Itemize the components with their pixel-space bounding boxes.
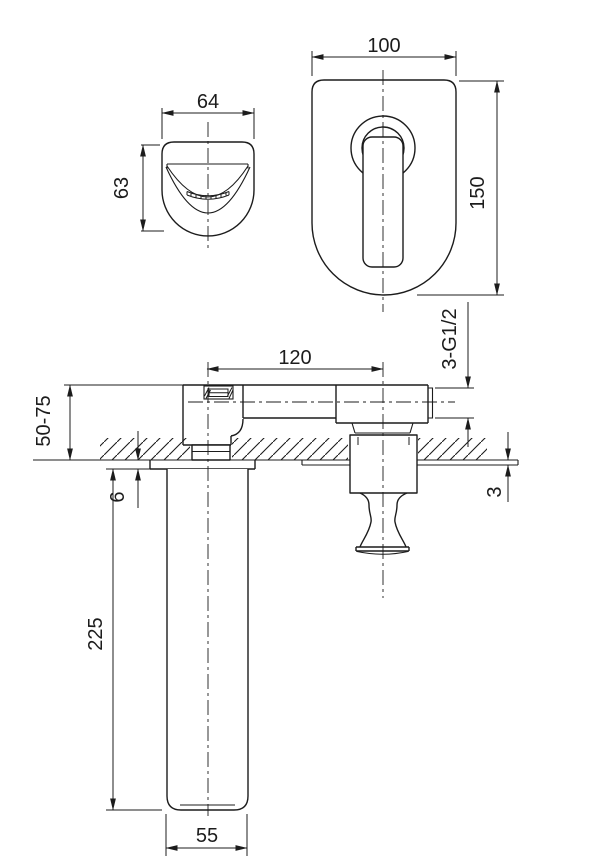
dim-spout-bottom-width-label: 55 xyxy=(195,825,219,847)
dim-plate-width-label: 100 xyxy=(367,35,401,57)
dim-thread-connections-label: 3-G1/2 xyxy=(439,308,461,370)
spout-tube xyxy=(167,469,248,810)
spout-flange xyxy=(150,460,255,469)
dim-plate-thickness-label: 3 xyxy=(484,486,506,498)
front-view-spout xyxy=(162,122,254,250)
dim-embed-depth-label: 50-75 xyxy=(33,395,55,447)
dim-plate-height-label: 150 xyxy=(467,176,489,210)
valve-collar xyxy=(352,423,413,433)
side-view-installation xyxy=(33,362,518,816)
dim-plate-thickness xyxy=(484,432,508,502)
handle-side xyxy=(356,493,409,554)
dim-thread-connections xyxy=(435,302,474,447)
dim-flange-thickness-label: 6 xyxy=(107,491,129,503)
spout-neck xyxy=(192,445,230,460)
dim-spout-bottom-width xyxy=(166,814,247,856)
dim-spout-front-width-label: 64 xyxy=(196,91,220,113)
dim-spout-reach xyxy=(207,347,383,369)
dim-spout-drop xyxy=(85,469,162,810)
dim-spout-front-height xyxy=(111,145,164,231)
dim-spout-front-height-label: 63 xyxy=(111,176,133,200)
dim-spout-reach-label: 120 xyxy=(278,347,312,369)
dim-plate-width xyxy=(312,35,456,76)
front-view-wall-plate xyxy=(312,70,456,312)
valve-escutcheon-block xyxy=(350,435,417,493)
dim-spout-drop-label: 225 xyxy=(85,617,107,651)
wall-hatch xyxy=(100,438,487,460)
